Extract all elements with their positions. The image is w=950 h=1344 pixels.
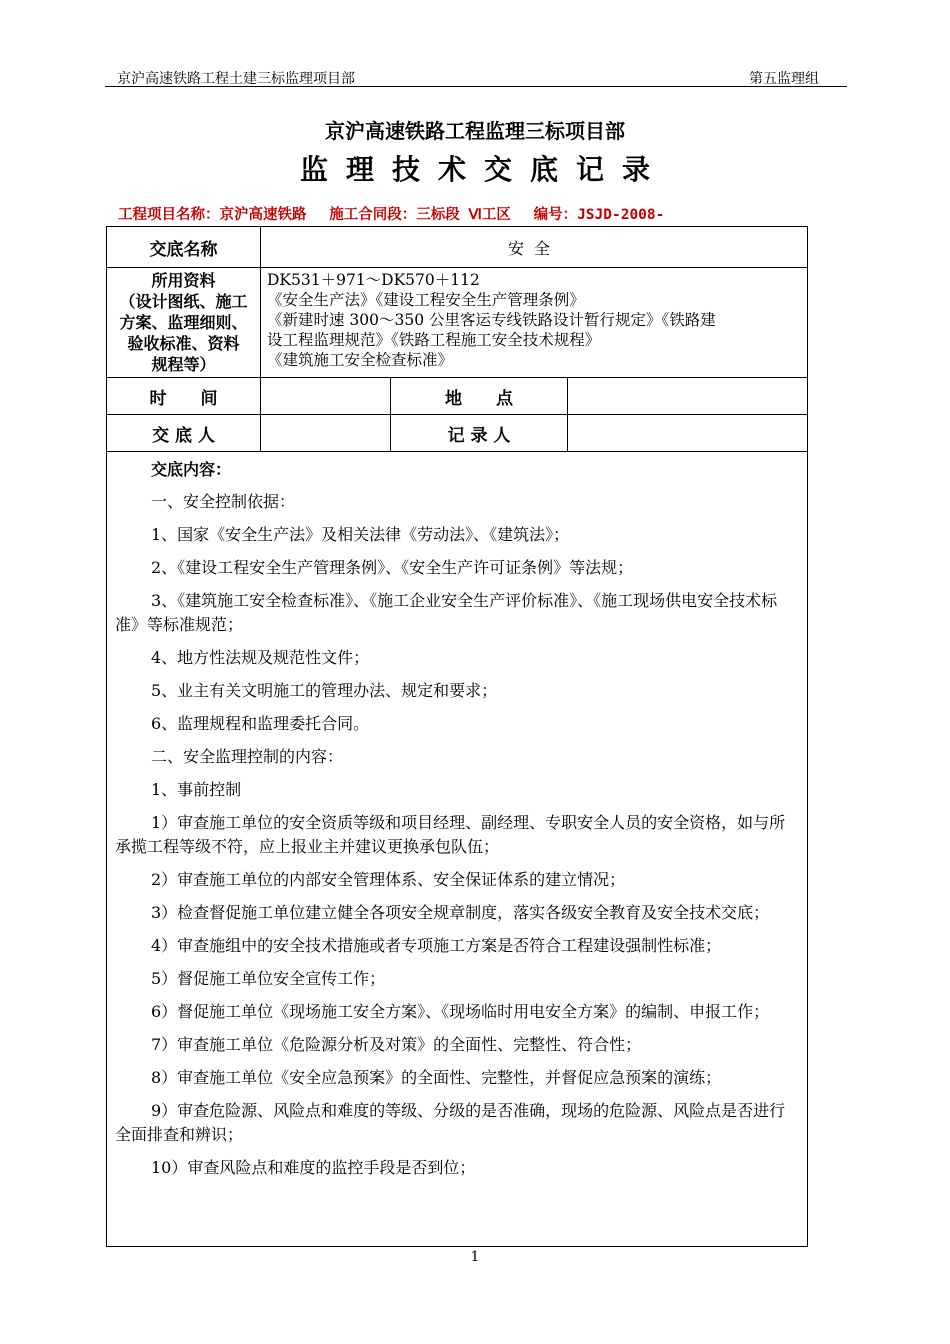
header-left-text: 京沪高速铁路工程土建三标监理项目部: [117, 71, 355, 87]
page-number: 1: [470, 1249, 480, 1265]
content-paragraph: 4、地方性法规及规范性文件；: [151, 648, 370, 667]
content-paragraph: 2）审查施工单位的内部安全管理体系、安全保证体系的建立情况；: [151, 870, 626, 889]
project-info-line: [118, 203, 818, 224]
refs-line: DK531＋971～DK570＋112: [267, 271, 480, 289]
refs-value: [261, 268, 808, 378]
content-paragraph: 一、安全控制依据：: [151, 492, 296, 511]
project-name: 工程项目名称：京沪高速铁路: [118, 207, 307, 223]
content-paragraph: 7）审查施工单位《危险源分析及对策》的全面性、完整性、符合性；: [151, 1035, 642, 1054]
content-paragraph: 5）督促施工单位安全宣传工作；: [151, 969, 386, 988]
content-paragraph: 5、业主有关文明施工的管理办法、规定和要求；: [151, 681, 498, 700]
content-paragraph: 9）审查危险源、风险点和难度的等级、分级的是否准确，现场的危险源、风险点是否进行全面排查和辨识；: [115, 1101, 786, 1144]
time-label: 时 间: [107, 378, 261, 415]
place-label: 地 点: [391, 378, 568, 415]
content-paragraph: 6、监理规程和监理委托合同。: [151, 714, 370, 733]
content-title: 交底内容：: [151, 460, 232, 479]
refs-line: 设工程监理规范》《铁路工程施工安全技术规程》: [267, 331, 601, 349]
content-paragraph: 8）审查施工单位《安全应急预案》的全面性、完整性，并督促应急预案的演练；: [151, 1068, 722, 1087]
refs-line: 《新建时速 300～350 公里客运专线铁路设计暂行规定》《铁路建: [267, 311, 716, 329]
content-paragraph: 4）审查施组中的安全技术措施或者专项施工方案是否符合工程建设强制性标准；: [151, 936, 722, 955]
content-paragraph: 10）审查风险点和难度的监控手段是否到位；: [151, 1158, 476, 1177]
place-value: [568, 378, 808, 415]
contract-section: 施工合同段：三标段 Ⅵ工区: [329, 207, 511, 223]
refs-label-line: （设计图纸、施工: [119, 292, 248, 311]
refs-label-line: 验收标准、资料: [127, 334, 240, 353]
content-paragraph: 2、《建设工程安全生产管理条例》、《安全生产许可证条例》等法规；: [151, 558, 634, 577]
recorder-label: 记 录 人: [391, 415, 568, 452]
page-header: [105, 66, 847, 87]
refs-label-line: 规程等）: [151, 355, 216, 374]
content-paragraph: 6）督促施工单位《现场施工安全方案》、《现场临时用电安全方案》的编制、申报工作；: [151, 1002, 770, 1021]
time-value: [261, 378, 391, 415]
document-number: 编号：JSJD-2008-: [533, 207, 665, 223]
org-title: 京沪高速铁路工程监理三标项目部: [325, 119, 625, 143]
doc-title: 监理技术交底记录: [299, 153, 668, 186]
recorder-value: [568, 415, 808, 452]
content-paragraph: 二、安全监理控制的内容：: [151, 747, 344, 766]
header-right-text: 第五监理组: [749, 71, 819, 87]
content-paragraph: 1、国家《安全生产法》及相关法律《劳动法》、《建筑法》；: [151, 525, 570, 544]
content-paragraph: 3）检查督促施工单位建立健全各项安全规章制度，落实各级安全教育及安全技术交底；: [151, 903, 770, 922]
refs-line: 《安全生产法》《建设工程安全生产管理条例》: [267, 291, 585, 309]
content-paragraph: 1）审查施工单位的安全资质等级和项目经理、副经理、专职安全人员的安全资格，如与所承揽工程等级不符，应上报业主并建议更换承包队伍；: [115, 813, 786, 856]
name-label: 交底名称: [107, 227, 261, 268]
content-cell: [107, 452, 808, 1247]
content-paragraph: 1、事前控制: [151, 780, 242, 799]
presenter-label: 交 底 人: [107, 415, 261, 452]
content-paragraph: 3、《建筑施工安全检查标准》、《施工企业安全生产评价标准》、《施工现场供电安全技术标准》等标准规范；: [115, 591, 778, 634]
refs-label: [107, 268, 261, 378]
presenter-value: [261, 415, 391, 452]
record-table: [106, 226, 808, 1247]
refs-label-line: 所用资料: [151, 271, 216, 290]
name-value: 安全: [261, 227, 808, 268]
refs-line: 《建筑施工安全检查标准》: [267, 351, 454, 369]
refs-label-line: 方案、监理细则、: [119, 313, 248, 332]
